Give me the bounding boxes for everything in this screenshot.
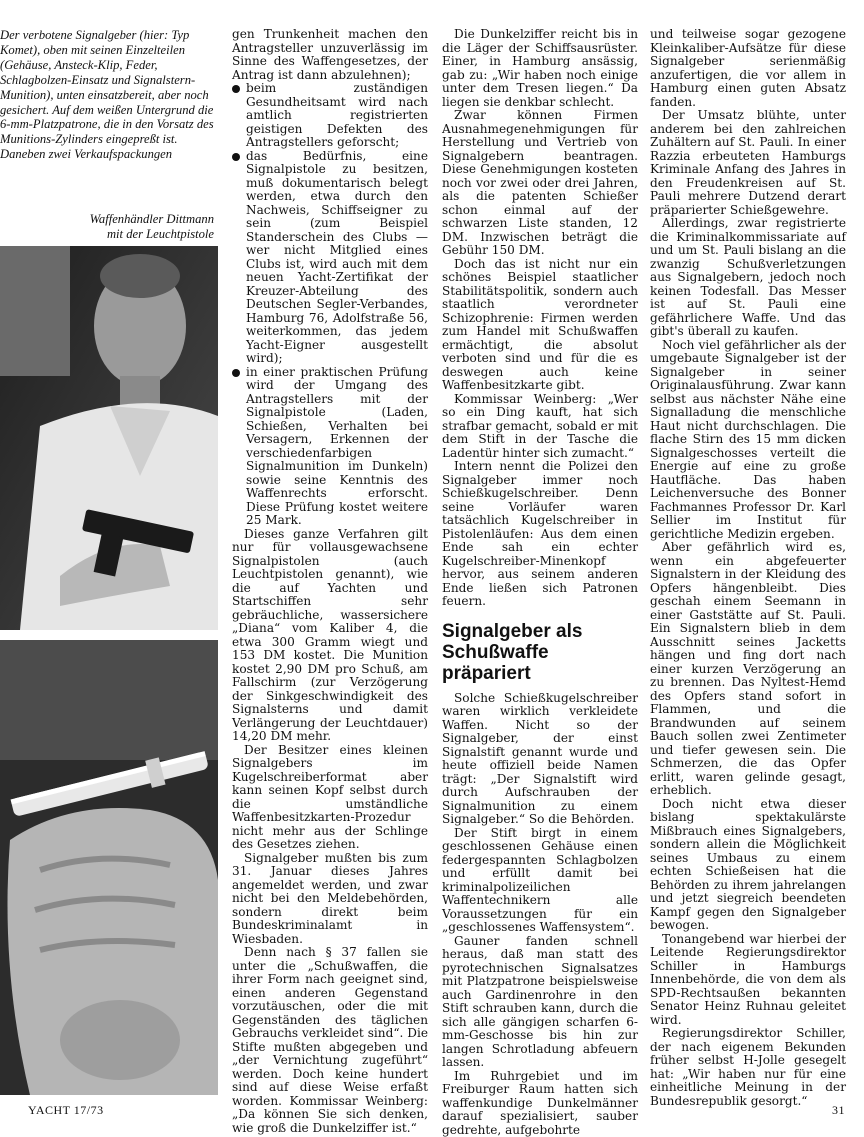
paragraph: gen Trunkenheit machen den Antragsteller unzuverlässig im Sinne des Waffengesetzes, der Antrag ist dann abzulehnen);	[232, 28, 428, 82]
paragraph: Der Besitzer eines kleinen Signalgebers im Kugelschreiberformat aber kann seinen Kopf selbst durch die umständliche Waffenbesitzkarten-Prozedur nicht mehr aus der Schlinge des Gesetzes ziehen.	[232, 744, 428, 852]
requirements-list	[232, 82, 428, 528]
paragraph: Intern nennt die Polizei den Signalgeber immer noch Schießkugelschreiber. Denn seine Vorläufer waren tatsächlich Kugelschreiber in Pistolenläufen: Aus dem einen Ende sah ein echter Kugelschreiber-Minenkopf hervor, aus seinem anderen Ende ließen sich Patronen feuern.	[442, 460, 638, 609]
paragraph: Regierungsdirektor Schiller, der nach eigenem Bekunden früher selbst H-Jolle gesegelt hat: „Wir haben nur für eine einheitliche Meinung in der Bundesrepublik gesorgt.“	[650, 1027, 846, 1108]
list-item: beim zuständigen Gesundheitsamt wird nach amtlich registrierten geistigen Defekten des Antragstellers geforscht;	[232, 82, 428, 150]
paragraph: Gauner fanden schnell heraus, daß man statt des pyrotechnischen Signalsatzes mit Platzpatrone beispielsweise auch Gardinenrohre in den Stift schrauben kann, durch die sich alle gängigen scharfen 6-mm-Geschosse bis hin zur langen Schrotladung abfeuern lassen.	[442, 935, 638, 1070]
photo-hand-with-signal-pen	[0, 640, 218, 1095]
paragraph: Die Dunkelziffer reicht bis in die Läger der Schiffsausrüster. Einer, in Hamburg ansässig, gab zu: „Wir haben noch einige unter dem Tresen liegen.“ Da liegen sie denkbar schlecht.	[442, 28, 638, 109]
paragraph: Noch viel gefährlicher als der umgebaute Signalgeber ist der Signalgeber in seiner Originalausführung. Zwar kann selbst aus nächster Nähe eine Signalladung die menschliche Haut nicht durchschlagen. Die flache Stirn des 15 mm dicken Signalgeschosses verteilt die Energie auf eine zu große Hautfläche. Das haben Leichenversuche des Bonner Fachmannes Professor Dr. Karl Sellier im Institut für gerichtliche Medizin ergeben.	[650, 339, 846, 542]
paragraph: Der Umsatz blühte, unter anderem bei den zahlreichen Zuhältern auf St. Pauli. In einer Razzia erbeuteten Hamburgs Kriminale Anfang des Jahres in den Freudenkreisen auf St. Pauli mehrere Dutzend derart präparierter Schießgewehre.	[650, 109, 846, 217]
magazine-issue-footer: YACHT 17/73	[28, 1103, 104, 1118]
photo-dealer-with-flare-pistol	[0, 246, 218, 630]
paragraph: Zwar können Firmen Ausnahmegenehmigungen für Herstellung und Vertrieb von Signalgebern beantragen. Diese Genehmigungen kosteten noch vor zwei oder drei Jahren, als die patenten Schießer schon einmal auf der schwarzen Liste standen, 12 DM. Inzwischen beträgt die Gebühr 150 DM.	[442, 109, 638, 258]
paragraph: Denn nach § 37 fallen sie unter die „Schußwaffen, die ihrer Form nach geeignet sind, einen anderen Gegenstand vorzutäuschen, oder die mit Gegenständen des täglichen Gebrauchs verkleidet sind“. Die Stifte mußten abgegeben und „der Vernichtung zugeführt“ werden. Doch keine hundert sind auf diese Weise erfaßt worden. Kommissar Weinberg: „Da können Sie sich denken, wie groß die Dunkelziffer ist.“	[232, 946, 428, 1135]
paragraph: Doch das ist nicht nur ein schönes Beispiel staatlicher Stabilitätspolitik, sondern auch staatlich verordneter Schizophrenie: Firmen werden zum Handel mit Schußwaffen ermächtigt, die absolut verboten sind und für die es deswegen auch keine Waffenbesitzkarte gibt.	[442, 258, 638, 393]
paragraph: Allerdings, zwar registrierte die Kriminalkommissariate auf und um St. Pauli bislang an die zwanzig Schußverletzungen aus Signalgebern, jedoch noch keinen Todesfall. Das Messer ist auf St. Pauli eine gefährlichere Waffe. Und das gibt's überall zu kaufen.	[650, 217, 846, 339]
paragraph: Im Ruhrgebiet und im Freiburger Raum hatten sich waffenkundige Dunkelmänner darauf spezialisiert, sauber gedrehte, aufgebohrte	[442, 1070, 638, 1137]
paragraph: Der Stift birgt in einem geschlossenen Gehäuse einen federgespannten Schlagbolzen und erfüllt damit bei kriminalpolizeilichen Waffentechnikern alle Voraussetzungen für ein „geschlossenes Waffensystem“.	[442, 827, 638, 935]
section-heading: Signalgeber als Schußwaffe präpariert	[442, 621, 638, 684]
caption-signal-device: Der verbotene Signalgeber (hier: Typ Komet), oben mit seinen Einzelteilen (Gehäuse, Ansteck-Klip, Feder, Schlagbolzen-Einsatz und Signalstern-Munition), unten einsatzbereit, aber noch gesichert. Auf dem weißen Untergrund die 6-mm-Platzpatrone, die in den Vorsatz des Munitions-Zylinders eingepreßt ist. Daneben zwei Verkaufspackungen	[0, 28, 214, 162]
article-column-3	[442, 28, 638, 1137]
page-number: 31	[832, 1103, 845, 1118]
caption-photo-dealer: Waffenhändler Dittmann mit der Leuchtpistole	[0, 212, 214, 242]
paragraph: Dieses ganze Verfahren gilt nur für vollausgewachsene Signalpistolen (auch Leuchtpistolen genannt), wie die auf Yachten und Startschiffen sehr gebräuchliche, wassersichere „Diana“ vom Kaliber 4, die etwa 300 Gramm wiegt und 153 DM kostet. Die Munition kostet 2,90 DM pro Schuß, am Fallschirm (zur Verzögerung der Sinkgeschwindigkeit des Signalsterns und damit Verlängerung der Leuchtdauer) 14,20 DM mehr.	[232, 528, 428, 744]
paragraph: Aber gefährlich wird es, wenn ein abgefeuerter Signalstern in der Kleidung des Opfers hängenbleibt. Dies geschah einem Seemann in einer Gaststätte auf St. Pauli. Ein Signalstern blieb in dem Ausschnitt seines Jacketts hängen und fing dort nach einer kurzen Verzögerung an zu brennen. Das Nyltest-Hemd des Opfers stand sofort in Flammen, und die Brandwunden auf seinem Bauch sollen zwei Zentimeter und tiefer gewesen sein. Die Schmerzen, die das Opfer erlitt, waren gelinde gesagt, erheblich.	[650, 541, 846, 798]
list-item: in einer praktischen Prüfung wird der Umgang des Antragstellers mit der Signalpistole (Laden, Schießen, Verhalten bei Versagern, Erkennen der verschiedenfarbigen Signalmunition im Dunkeln) sowie seine Kenntnis des Waffenrechts erforscht. Diese Prüfung kostet weitere 25 Mark.	[232, 366, 428, 528]
paragraph: Signalgeber mußten bis zum 31. Januar dieses Jahres angemeldet werden, und zwar nicht bei den Meldebehörden, sondern direkt beim Bundeskriminalamt in Wiesbaden.	[232, 852, 428, 947]
list-item: das Bedürfnis, eine Signalpistole zu besitzen, muß dokumentarisch belegt werden, etwa durch den Nachweis, Schiffseigner zu sein (zum Beispiel Standerschein des Clubs — wer nicht Mitglied eines Clubs ist, wird auch mit dem neuen Yacht-Zertifikat der Kreuzer-Abteilung des Deutschen Segler-Verbandes, Hamburg 76, Adolfstraße 56, weiterkommen, das jedem Yacht-Eigner ausgestellt wird);	[232, 150, 428, 366]
paragraph: Tonangebend war hierbei der Leitende Regierungsdirektor Schiller in Hamburgs Innenbehörde, die von dem als SPD-Rechtsaußen bekannten Senator Heinz Ruhnau geleitet wird.	[650, 933, 846, 1028]
paragraph: Solche Schießkugelschreiber waren wirklich verkleidete Waffen. Nicht so der Signalgeber, der einst Signalstift genannt wurde und heute offiziell beide Namen trägt: „Der Signalstift wird durch Aufschrauben der Signalmunition zu einem Signalgeber.“ So die Behörden.	[442, 692, 638, 827]
article-column-4	[650, 28, 846, 1108]
paragraph: und teilweise sogar gezogene Kleinkaliber-Aufsätze für diese Signalgeber serienmäßig anzufertigen, die vor allem in Hamburg einen guten Absatz fanden.	[650, 28, 846, 109]
paragraph: Kommissar Weinberg: „Wer so ein Ding kauft, hat sich strafbar gemacht, sobald er mit dem Stift in der Tasche die Ladentür hinter sich zumacht.“	[442, 393, 638, 461]
paragraph: Doch nicht etwa dieser bislang spektakulärste Mißbrauch eines Signalgebers, sondern allein die Möglichkeit seines Umbaus zu einem echten Schießeisen hat die Behörden zu ihrem jahrelangen und jetzt siegreich beendeten Kampf gegen den Signalgeber bewogen.	[650, 798, 846, 933]
article-column-2	[232, 28, 428, 1135]
